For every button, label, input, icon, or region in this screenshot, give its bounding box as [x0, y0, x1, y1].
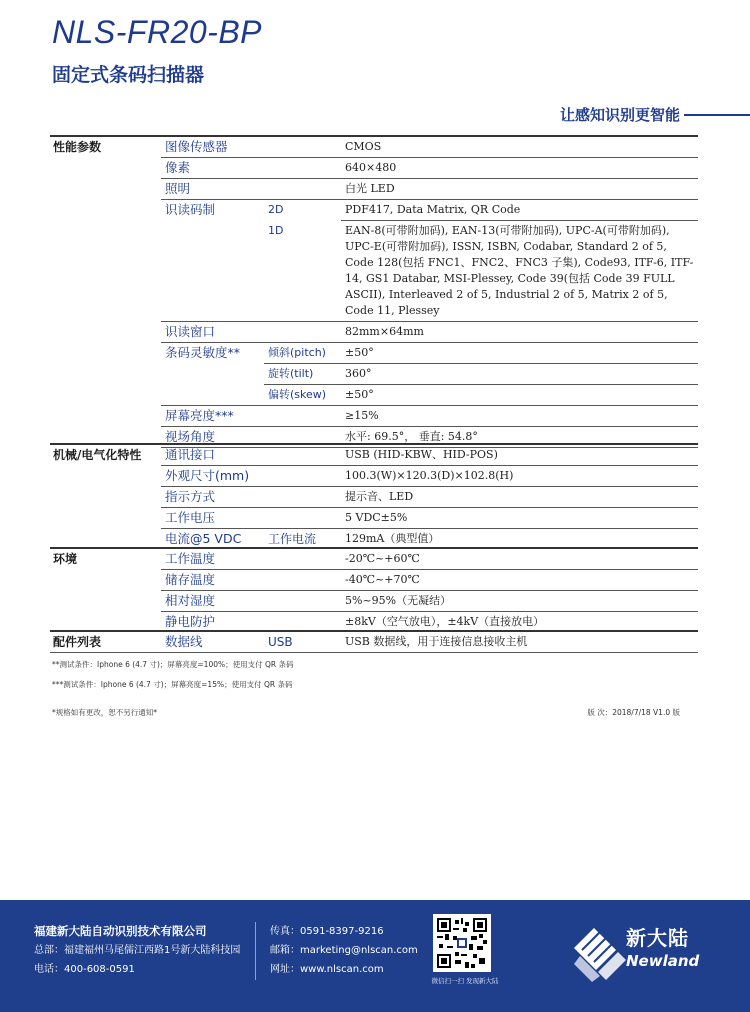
slogan-divider — [684, 114, 750, 116]
contact-middle — [270, 922, 418, 979]
spec-sub: 1D — [264, 221, 341, 322]
spec-value: 白光 LED — [341, 179, 698, 200]
contact-left — [34, 922, 240, 979]
spec-name: 像素 — [161, 158, 341, 179]
spec-value: 5 VDC±5% — [341, 508, 698, 529]
disclaimer: *规格如有更改，恕不另行通知* — [52, 708, 157, 717]
spec-value: ±8kV（空气放电），±4kV（直接放电） — [345, 615, 545, 628]
spec-name: 相对湿度 — [161, 591, 341, 612]
footnote-test-condition-1: **测试条件：Iphone 6 (4.7 寸)；屏幕亮度=100%；使用支付 QR 条码 — [52, 660, 294, 669]
spec-value: PDF417, Data Matrix, QR Code — [341, 200, 698, 221]
footnote-test-condition-2: ***测试条件：Iphone 6 (4.7 寸)；屏幕亮度=15%；使用支付 QR 条码 — [52, 680, 293, 689]
qr-code-icon — [437, 918, 487, 968]
spec-name: 图像传感器 — [161, 136, 341, 158]
spec-table-env — [50, 547, 698, 632]
brand-name-cn: 新大陆 — [626, 926, 689, 950]
spec-value: ±50° — [341, 385, 698, 406]
spec-value: CMOS — [341, 136, 698, 158]
spec-value: EAN-8(可带附加码), EAN-13(可带附加码), UPC-A(可带附加码), UPC-E(可带附加码), ISSN, ISBN, Codabar, Standard 2 of 5, Code 128(包括 FNC1、FNC2、FNC3 子集), Code93, ITF-6, ITF-14, GS1 Databar, MSI-Plessey, Code 39(包括 Code 39 FULL ASCII), Interleaved 2 of 5, Industrial 2 of 5, Matrix 2 of 5, Code 11, Plessey — [341, 221, 698, 322]
section-label-performance: 性能参数 — [50, 136, 161, 448]
company-name: 福建新大陆自动识别技术有限公司 — [34, 924, 207, 938]
spec-value: ≥15% — [341, 406, 698, 427]
spec-table-mech — [50, 443, 698, 549]
spec-name: 电流@5 VDC — [165, 531, 242, 546]
spec-name: 识读码制 — [161, 200, 264, 322]
spec-value: 5%~95%（无凝结） — [341, 591, 698, 612]
company-phone: 电话：400-608-0591 — [34, 964, 135, 975]
spec-value: -40℃~+70℃ — [341, 570, 698, 591]
spec-value: USB 数据线，用于连接信息接收主机 — [341, 631, 698, 653]
spec-sub: 旋转(tilt) — [264, 364, 341, 385]
spec-name: 外观尺寸(mm) — [161, 466, 341, 487]
spec-sub: 工作电流 — [268, 532, 317, 546]
section-label-environment: 环境 — [50, 548, 161, 632]
wechat-qr-code — [433, 914, 491, 972]
section-label-accessories: 配件列表 — [50, 631, 161, 653]
spec-name: 储存温度 — [161, 570, 341, 591]
spec-name: 通讯接口 — [161, 444, 341, 466]
footer-divider — [255, 922, 256, 980]
spec-value: 360° — [341, 364, 698, 385]
slogan: 让感知识别更智能 — [559, 106, 680, 124]
spec-name: 数据线 — [161, 631, 264, 653]
footer-bar — [0, 900, 750, 1012]
spec-value: 640×480 — [341, 158, 698, 179]
company-fax: 传真：0591-8397-9216 — [270, 926, 384, 937]
product-subtitle: 固定式条码扫描器 — [52, 64, 205, 86]
product-model-title: NLS-FR20-BP — [52, 14, 262, 50]
section-label-mechanical: 机械/电气化特性 — [50, 444, 161, 549]
spec-sub: 偏转(skew) — [264, 385, 341, 406]
spec-name: 条码灵敏度** — [161, 343, 264, 406]
spec-sub: USB — [264, 631, 341, 653]
company-email[interactable]: 邮箱：marketing@nlscan.com — [270, 945, 418, 956]
spec-name: 屏幕亮度*** — [161, 406, 341, 427]
spec-sub: 倾斜(pitch) — [264, 343, 341, 364]
spec-name: 识读窗口 — [161, 322, 341, 343]
company-website[interactable]: 网址：www.nlscan.com — [270, 964, 384, 975]
spec-table — [50, 135, 698, 448]
spec-value: -20℃~+60℃ — [341, 548, 698, 570]
spec-sub: 2D — [268, 203, 284, 216]
company-address: 总部：福建福州马尾儒江西路1号新大陆科技园 — [34, 945, 241, 956]
spec-value: 82mm×64mm — [341, 322, 698, 343]
spec-value: 129mA（典型值） — [345, 532, 440, 545]
qr-caption: 微信扫一扫 发现新大陆 — [431, 977, 499, 985]
spec-value: 提示音、LED — [341, 487, 698, 508]
spec-name: 工作温度 — [161, 548, 341, 570]
spec-value: 100.3(W)×120.3(D)×102.8(H) — [341, 466, 698, 487]
version-info: 版 次：2018/7/18 V1.0 版 — [587, 708, 680, 717]
spec-value: USB (HID-KBW、HID-POS) — [341, 444, 698, 466]
spec-name: 照明 — [161, 179, 341, 200]
spec-name: 工作电压 — [161, 508, 341, 529]
spec-value: 水平: 69.5°， 垂直: 54.8° — [341, 427, 698, 448]
spec-name: 视场角度 — [161, 427, 341, 448]
spec-table-accessories — [50, 630, 698, 653]
spec-name: 指示方式 — [161, 487, 341, 508]
spec-value: ±50° — [341, 343, 698, 364]
brand-name-en: Newland — [626, 952, 700, 970]
spec-name: 静电防护 — [165, 614, 216, 629]
